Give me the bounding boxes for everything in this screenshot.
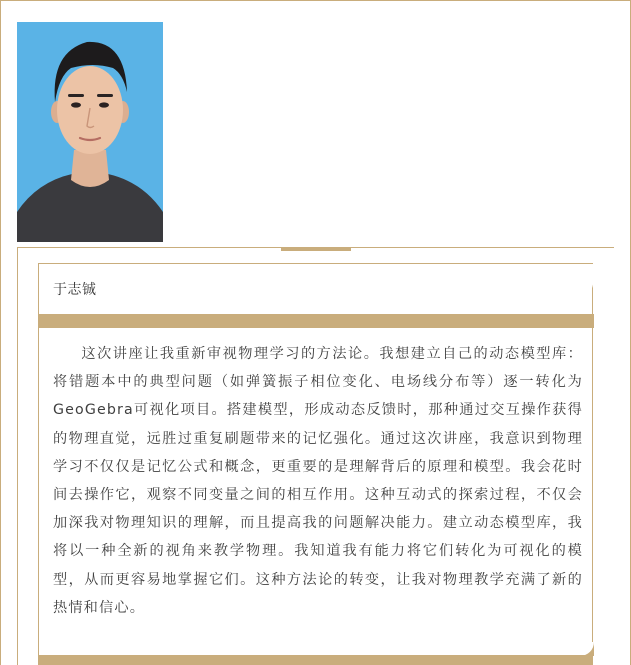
portrait-image — [17, 22, 163, 242]
reflection-card — [38, 263, 593, 655]
portrait-photo — [17, 22, 163, 242]
reflection-card-wrap — [17, 263, 617, 665]
card-footer-strip — [38, 655, 593, 665]
card-bottom-band — [39, 642, 594, 656]
divider-accent-tab — [281, 247, 351, 251]
name-header — [39, 264, 594, 314]
name-divider-band — [39, 314, 594, 328]
student-name: 于志铖 — [53, 282, 97, 298]
card-bottom-curve — [39, 642, 594, 656]
reflection-text: 这次讲座让我重新审视物理学习的方法论。我想建立自己的动态模型库：将错题本中的典型问题（如弹簧振子相位变化、电场线分布等）逐一转化为GeoGebra可视化项目。搭建模型，形成动态反馈时，那种通过交互操作获得的物理直觉，远胜过重复刷题带来的记忆强化。通过这次讲座，我意识到物理学习不仅仅是记忆公式和概念，更重要的是理解背后的原理和模型。我会花时间去操作它，观察不同变量之间的相互作用。这种互动式的探索过程，不仅会加深我对物理知识的理解，而且提高我的问题解决能力。建立动态模型库，我将以一种全新的视角来教学物理。我知道我有能力将它们转化为可视化的模型，从而更容易地掌握它们。这种方法论的转变，让我对物理教学充满了新的热情和信心。 — [53, 346, 583, 616]
